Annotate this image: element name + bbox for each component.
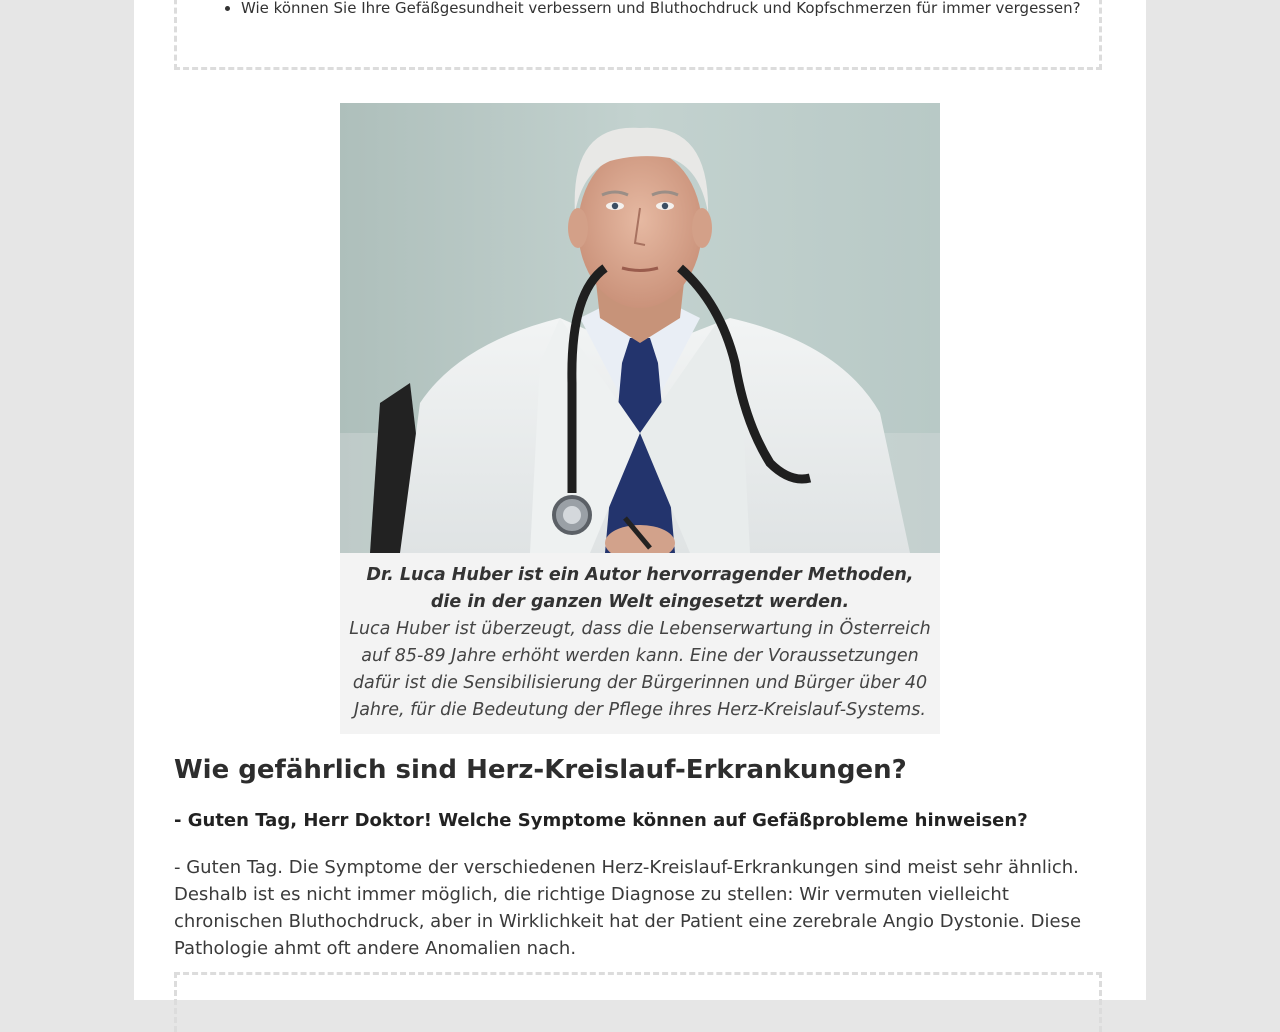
article-page [134, 0, 1146, 1000]
figure-caption [340, 562, 940, 724]
info-box [174, 972, 1102, 1032]
caption-text: Luca Huber ist überzeugt, dass die Lebenserwartung in Österreich auf 85-89 Jahre erhöht werden kann. Eine der Voraussetzungen dafür ist die Sensibilisierung der Bürgerinnen und Bürger über 40 Jahre, für die Bedeutung der Pflege ihres Herz-Kreislauf-Systems. [349, 619, 931, 720]
interview-answer: - Guten Tag. Die Symptome der verschiedenen Herz-Kreislauf-Erkrankungen sind meist sehr ähnlich. Deshalb ist es nicht immer möglich, die richtige Diagnose zu stellen: Wir vermuten vielleicht chronischen Bluthochdruck, aber in Wirklichkeit hat der Patient eine zerebrale Angio Dystonie. Diese Pathologie ahmt oft andere Anomalien nach. [174, 857, 1082, 959]
toc-item[interactable]: • Wie können Sie Ihre Gefäßgesundheit verbessern und Bluthochdruck und Kopfschmerzen für immer vergessen? [241, 0, 1081, 22]
table-of-contents [174, 0, 1102, 70]
doctor-photo [340, 103, 940, 553]
caption-title: Dr. Luca Huber ist ein Autor hervorragender Methoden, die in der ganzen Welt eingesetzt werden. [366, 565, 914, 612]
interview-question: - Guten Tag, Herr Doktor! Welche Symptome können auf Gefäßprobleme hinweisen? [174, 810, 1028, 831]
section-heading: Wie gefährlich sind Herz-Kreislauf-Erkrankungen? [174, 755, 907, 785]
doctor-figure [340, 103, 940, 734]
toc-list [221, 0, 1081, 22]
